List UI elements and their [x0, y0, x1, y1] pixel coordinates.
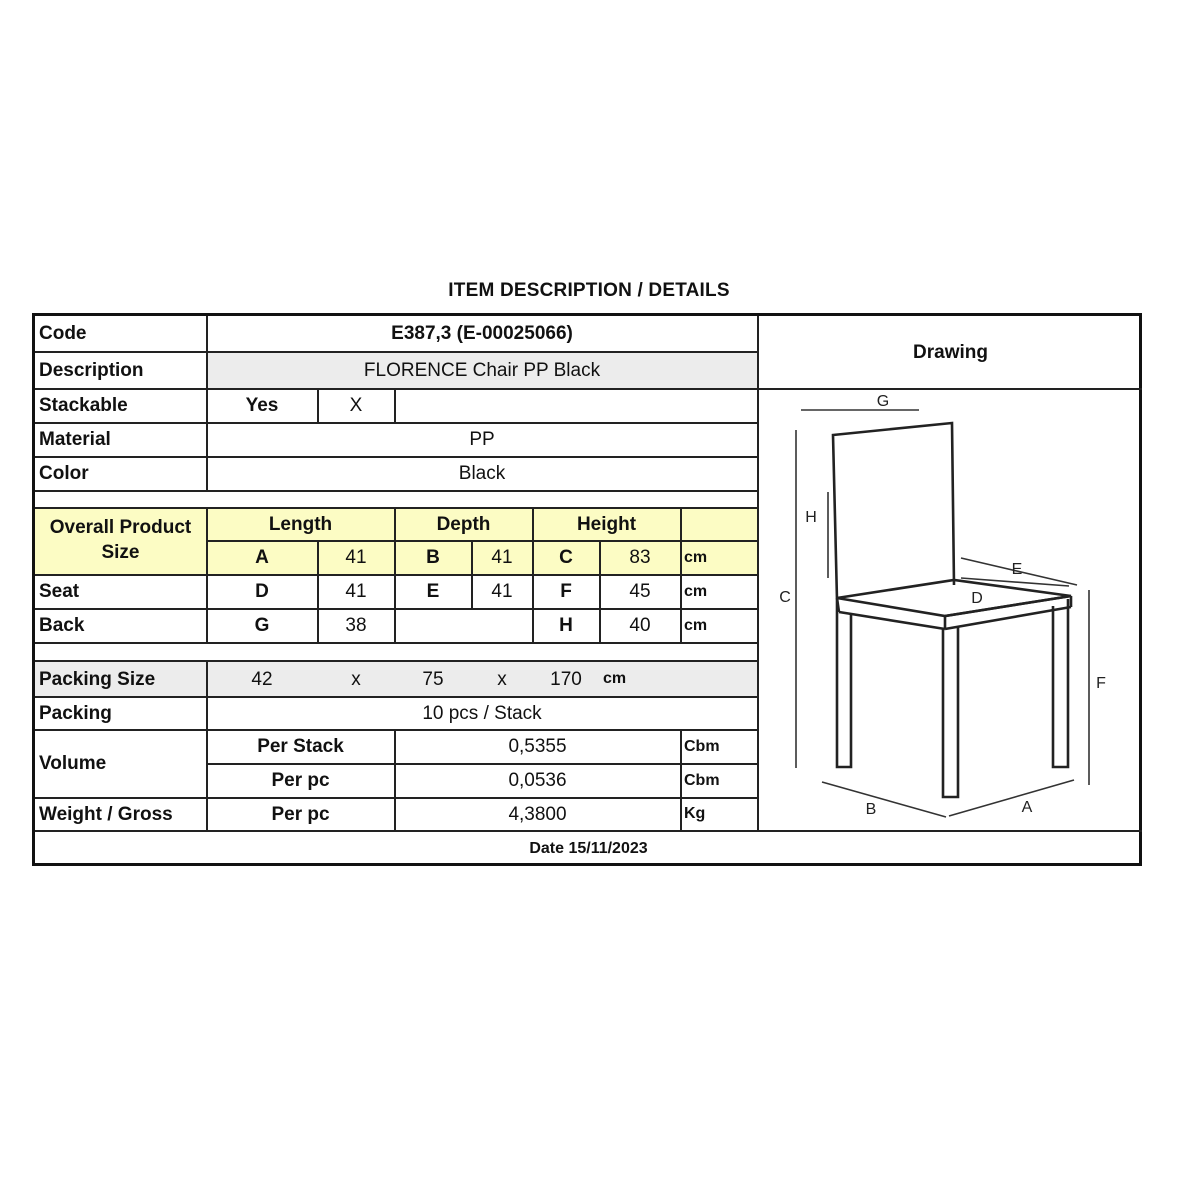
packing-size-separator: x [497, 668, 507, 690]
dimension-b-value: 41 [491, 547, 513, 568]
volume-per-stack-value: 0,5355 [508, 736, 567, 757]
packing-size-width: 42 [251, 668, 273, 690]
overall-size-unit: cm [684, 548, 708, 566]
dimension-c-value: 83 [629, 547, 651, 568]
dimension-f-letter: F [560, 581, 572, 602]
dimension-e-value: 41 [491, 581, 513, 602]
length-column-header: Length [268, 513, 333, 535]
dimension-a-value: 41 [345, 547, 367, 568]
packing-size-separator: x [351, 668, 361, 690]
volume-per-stack-unit: Cbm [684, 737, 720, 755]
grid-line [394, 389, 396, 423]
label-h: H [805, 509, 817, 526]
volume-label: Volume [39, 753, 107, 774]
stackable-label: Stackable [39, 395, 128, 416]
label-g: G [876, 393, 890, 410]
back-label: Back [39, 615, 85, 636]
packing-size-depth: 75 [422, 668, 444, 690]
grid-line [394, 609, 396, 643]
depth-column-header: Depth [436, 513, 491, 535]
weight-unit: Kg [684, 805, 706, 822]
label-a: A [1021, 799, 1033, 816]
packing-size-height: 170 [550, 668, 582, 690]
volume-per-pc-unit: Cbm [684, 771, 720, 789]
dimension-f-value: 45 [629, 581, 651, 602]
weight-per-pc-label: Per pc [271, 803, 330, 825]
dimension-d-letter: D [255, 581, 269, 602]
dimension-g-letter: G [254, 615, 270, 636]
material-value: PP [469, 429, 495, 450]
code-value: E387,3 (E-00025066) [391, 323, 573, 344]
document-heading: ITEM DESCRIPTION / DETAILS [448, 280, 730, 301]
seat-unit: cm [684, 582, 708, 600]
code-label: Code [39, 323, 87, 344]
grid-line [35, 490, 758, 492]
label-c: C [779, 589, 791, 606]
color-value: Black [458, 463, 506, 484]
label-e: E [1011, 561, 1023, 578]
seat-label: Seat [39, 581, 80, 602]
packing-size-label: Packing Size [39, 668, 156, 690]
item-details-sheet [32, 313, 1142, 866]
dimension-h-value: 40 [629, 615, 651, 636]
label-d: D [971, 590, 983, 607]
chair-drawing [759, 390, 1141, 830]
back-unit: cm [684, 616, 708, 634]
volume-per-stack-label: Per Stack [257, 736, 344, 757]
weight-label: Weight / Gross [39, 803, 173, 825]
grid-line [35, 642, 758, 644]
volume-per-pc-value: 0,0536 [508, 770, 567, 791]
material-label: Material [39, 429, 111, 450]
height-column-header: Height [576, 513, 637, 535]
drawing-title: Drawing [913, 341, 988, 363]
dimension-a-letter: A [255, 547, 269, 568]
overall-size-label: Overall Product Size [49, 517, 192, 563]
date-footer: Date 15/11/2023 [529, 840, 648, 857]
dimension-c-letter: C [559, 547, 573, 568]
packing-label: Packing [39, 702, 112, 724]
color-label: Color [39, 463, 89, 484]
dimension-d-value: 41 [345, 581, 367, 602]
dimension-g-value: 38 [345, 615, 367, 636]
dimension-e-letter: E [426, 581, 440, 602]
label-f: F [1096, 675, 1106, 692]
description-value: FLORENCE Chair PP Black [363, 359, 601, 381]
dimension-h-letter: H [559, 615, 573, 636]
packing-size-unit: cm [603, 670, 627, 687]
dimension-b-letter: B [426, 547, 440, 568]
volume-per-pc-label: Per pc [271, 770, 330, 791]
weight-value: 4,3800 [508, 803, 567, 825]
stackable-mark: X [349, 395, 363, 416]
packing-value: 10 pcs / Stack [422, 702, 542, 724]
description-label: Description [39, 359, 144, 381]
stackable-option: Yes [245, 395, 279, 416]
label-b: B [865, 801, 877, 818]
